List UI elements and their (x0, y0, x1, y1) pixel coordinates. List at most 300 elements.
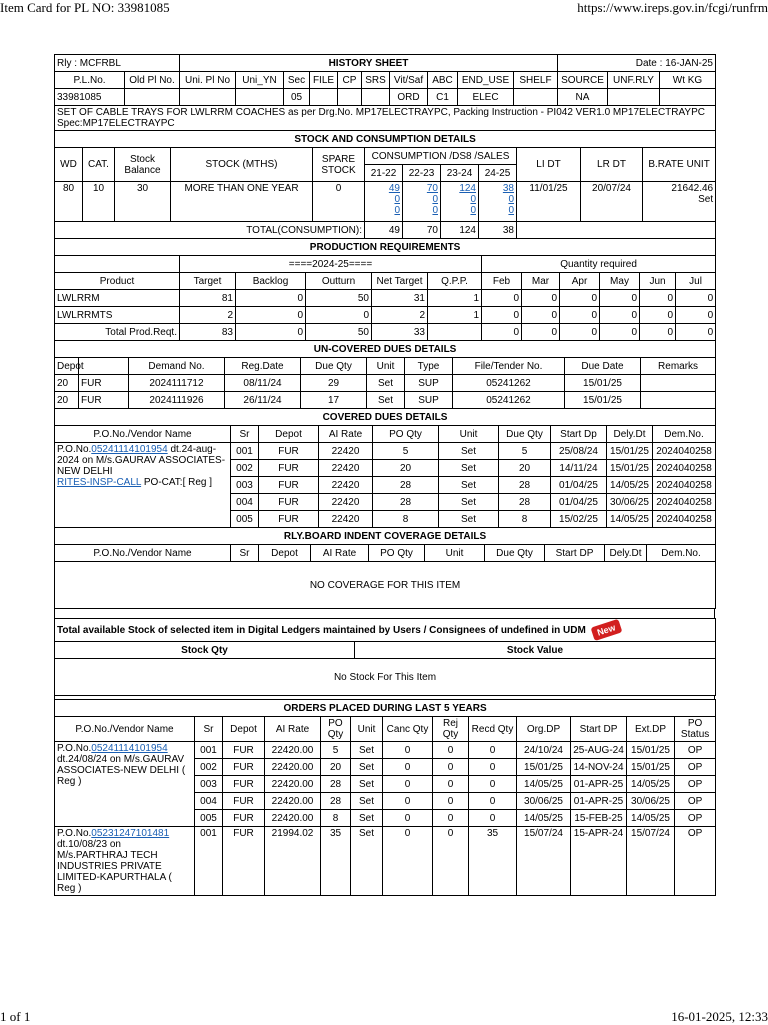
udm-stock-value: Stock Value (355, 642, 716, 659)
table-cell: 5 (499, 443, 551, 460)
table-cell: 0 (383, 759, 433, 776)
total-21-22: 49 (365, 222, 403, 239)
column-header: Backlog (236, 273, 306, 290)
column-header: Vit/Saf (390, 72, 428, 89)
covered-header-row (55, 426, 716, 443)
column-header: Jun (640, 273, 676, 290)
cons-link[interactable]: 0 (470, 205, 476, 216)
cons-link[interactable]: 38 (502, 183, 514, 194)
cons-link[interactable]: 0 (394, 194, 400, 205)
column-header: Due Qty (301, 358, 367, 375)
prod-qty-required: Quantity required (482, 256, 716, 273)
table-cell: 001 (195, 827, 223, 896)
table-cell: 15/01/25 (565, 375, 641, 392)
table-cell: 0 (469, 759, 517, 776)
table-cell: OP (675, 810, 716, 827)
table-cell: 0 (433, 742, 469, 759)
table-cell: 22420 (319, 443, 373, 460)
table-cell: 28 (373, 477, 439, 494)
table-cell: 0 (469, 810, 517, 827)
history-value (125, 89, 180, 106)
table-cell: 5 (321, 742, 351, 759)
table-cell: 28 (321, 776, 351, 793)
table-cell: 15/01/25 (607, 460, 653, 477)
covered-title: COVERED DUES DETAILS (55, 409, 716, 426)
col-stock-mths: STOCK (MTHS) (171, 148, 313, 182)
table-cell: 001 (195, 742, 223, 759)
table-cell: 22420 (319, 460, 373, 477)
column-header: Sr (195, 717, 223, 742)
cons-link[interactable]: 124 (459, 183, 476, 194)
history-value: ELEC (458, 89, 514, 106)
table-cell: 20 (321, 759, 351, 776)
cons-link[interactable]: 0 (508, 205, 514, 216)
new-badge-icon: New (590, 619, 621, 641)
table-cell: 01/04/25 (551, 494, 607, 511)
rites-insp-call-link[interactable]: RITES-INSP-CALL (57, 477, 142, 488)
uncovered-dues-table (54, 340, 716, 409)
table-cell: Total Prod.Reqt. (55, 324, 180, 341)
table-row (55, 742, 716, 759)
table-cell: 0 (522, 307, 560, 324)
cons-22-23 (403, 182, 441, 222)
col-brate-unit: B.RATE UNIT (643, 148, 716, 182)
table-cell: 50 (306, 324, 372, 341)
table-cell: 0 (433, 793, 469, 810)
table-cell: 29 (301, 375, 367, 392)
table-cell: 0 (560, 290, 600, 307)
table-cell: 004 (231, 494, 259, 511)
table-cell: 005 (231, 511, 259, 528)
column-header: Q.P.P. (428, 273, 482, 290)
table-cell: 22420.00 (265, 742, 321, 759)
column-header: CP (338, 72, 362, 89)
history-value (608, 89, 660, 106)
column-header: Dely.Dt (605, 545, 647, 562)
table-cell: 15/01/25 (627, 742, 675, 759)
total-22-23: 70 (403, 222, 441, 239)
po-number-link[interactable]: 05241114101954 (91, 743, 168, 754)
po-vendor-text: dt.10/08/23 on M/s.PARTHRAJ TECH INDUSTRIES PRIVATE LIMITED-KAPURTHALA ( Reg ) (57, 839, 172, 894)
table-cell: 0 (560, 307, 600, 324)
rlyboard-title: RLY.BOARD INDENT COVERAGE DETAILS (55, 528, 716, 545)
table-cell: 22420 (319, 511, 373, 528)
cat-value: 10 (83, 182, 115, 222)
table-cell: Set (367, 375, 405, 392)
table-cell: Set (367, 392, 405, 409)
column-header: Type (405, 358, 453, 375)
table-cell: 15/02/25 (551, 511, 607, 528)
table-cell: 0 (482, 307, 522, 324)
column-header: Due Qty (485, 545, 545, 562)
table-cell: 0 (383, 742, 433, 759)
table-cell: 14-NOV-24 (571, 759, 627, 776)
column-header: Sec (284, 72, 310, 89)
column-header: Remarks (641, 358, 716, 375)
col-year-21-22: 21-22 (365, 165, 403, 182)
table-cell: 1 (428, 307, 482, 324)
column-header: Due Qty (499, 426, 551, 443)
column-header: SRS (362, 72, 390, 89)
table-cell: 20 (499, 460, 551, 477)
no-coverage-message: NO COVERAGE FOR THIS ITEM (55, 562, 716, 609)
table-cell: 2024111926 (129, 392, 225, 409)
column-header: AI Rate (265, 717, 321, 742)
history-value (660, 89, 716, 106)
history-value (514, 89, 558, 106)
stock-mths-value: MORE THAN ONE YEAR (171, 182, 313, 222)
brate-unit: Set (698, 194, 714, 205)
column-header: Uni_YN (236, 72, 284, 89)
table-cell: 08/11/24 (225, 375, 301, 392)
table-cell: 8 (373, 511, 439, 528)
column-header: Feb (482, 273, 522, 290)
table-cell: 0 (469, 776, 517, 793)
col-year-22-23: 22-23 (403, 165, 441, 182)
column-header: Unit (425, 545, 485, 562)
history-value: ORD (390, 89, 428, 106)
column-header: Demand No. (129, 358, 225, 375)
table-cell: FUR (259, 494, 319, 511)
table-cell (428, 324, 482, 341)
table-cell: OP (675, 827, 716, 896)
table-cell: 14/05/25 (517, 776, 571, 793)
table-cell: 0 (306, 307, 372, 324)
table-cell: FUR (259, 443, 319, 460)
table-cell: 0 (560, 324, 600, 341)
table-cell: 14/05/25 (627, 810, 675, 827)
table-cell: 0 (469, 742, 517, 759)
orders-header-row (55, 717, 716, 742)
udm-stock-qty: Stock Qty (55, 642, 355, 659)
uncovered-body (55, 375, 716, 409)
udm-row (55, 619, 716, 642)
table-cell: 0 (433, 776, 469, 793)
cons-24-25 (479, 182, 517, 222)
column-header: Target (180, 273, 236, 290)
column-header: Depot (223, 717, 265, 742)
table-cell: 01-APR-25 (571, 793, 627, 810)
po-vendor-cell (55, 742, 195, 827)
table-cell: 0 (522, 324, 560, 341)
table-cell: 31 (372, 290, 428, 307)
cons-link[interactable]: 70 (426, 183, 438, 194)
po-vendor-cell (55, 827, 195, 896)
table-cell: 0 (676, 290, 716, 307)
column-header (79, 358, 129, 375)
covered-dues-table (54, 408, 716, 528)
table-cell: 81 (180, 290, 236, 307)
column-header: PO Qty (321, 717, 351, 742)
table-cell: 25/08/24 (551, 443, 607, 460)
table-row (55, 290, 716, 307)
col-stock-balance: Stock Balance (115, 148, 171, 182)
table-row (55, 443, 716, 460)
table-cell: 15/01/25 (607, 443, 653, 460)
brate-amount: 21642.46 (671, 183, 714, 194)
table-row (55, 375, 716, 392)
table-cell: 28 (499, 494, 551, 511)
column-header: Start DP (545, 545, 605, 562)
column-header: Recd Qty (469, 717, 517, 742)
udm-table (54, 618, 716, 696)
history-value: NA (558, 89, 608, 106)
po-number-link[interactable]: 05231247101481 (91, 828, 170, 839)
table-cell: 0 (640, 290, 676, 307)
column-header: Reg.Date (225, 358, 301, 375)
production-body (55, 290, 716, 341)
table-cell: 14/05/25 (607, 511, 653, 528)
history-value (338, 89, 362, 106)
table-cell: SUP (405, 392, 453, 409)
table-cell: 14/11/24 (551, 460, 607, 477)
column-header: Depot (259, 545, 311, 562)
column-header: Ext.DP (627, 717, 675, 742)
history-value (180, 89, 236, 106)
wd-value: 80 (55, 182, 83, 222)
table-cell: OP (675, 759, 716, 776)
column-header: P.O.No./Vendor Name (55, 426, 231, 443)
table-cell: Set (351, 810, 383, 827)
table-cell: OP (675, 776, 716, 793)
cons-link[interactable]: 0 (470, 194, 476, 205)
no-stock-message: No Stock For This Item (55, 659, 716, 696)
column-header: PO Status (675, 717, 716, 742)
table-cell: 05241262 (453, 375, 565, 392)
history-value: 05 (284, 89, 310, 106)
table-cell: FUR (259, 511, 319, 528)
column-header: File/Tender No. (453, 358, 565, 375)
table-cell: 14/05/25 (627, 776, 675, 793)
rlyboard-header-row (55, 545, 716, 562)
col-wd: WD (55, 148, 83, 182)
column-header: Outturn (306, 273, 372, 290)
table-cell: 2024040258 (653, 477, 716, 494)
table-cell: FUR (79, 375, 129, 392)
table-cell: LWLRRM (55, 290, 180, 307)
orders-table (54, 699, 716, 896)
table-cell: 003 (195, 776, 223, 793)
po-vendor-text: dt.24-aug-2024 on M/s.GAURAV ASSOCIATES-NEW DELHI (57, 444, 226, 477)
table-cell: 0 (383, 827, 433, 896)
table-cell: OP (675, 793, 716, 810)
history-title: HISTORY SHEET (180, 55, 558, 72)
table-row (55, 307, 716, 324)
cons-link[interactable]: 0 (432, 194, 438, 205)
page-count: 1 of 1 (0, 1009, 31, 1024)
col-li-dt: LI DT (517, 148, 581, 182)
sheet-date: Date : 16-JAN-25 (558, 55, 716, 72)
table-cell: 22420.00 (265, 810, 321, 827)
column-header: FILE (310, 72, 338, 89)
column-header: Canc Qty (383, 717, 433, 742)
table-cell: FUR (223, 793, 265, 810)
table-cell: 0 (433, 827, 469, 896)
table-cell: FUR (259, 460, 319, 477)
column-header: Sr (231, 545, 259, 562)
table-cell: Set (439, 477, 499, 494)
table-cell: 01-APR-25 (571, 776, 627, 793)
table-cell: 1 (428, 290, 482, 307)
column-header: Apr (560, 273, 600, 290)
table-cell: 22420 (319, 477, 373, 494)
table-cell: 8 (321, 810, 351, 827)
table-cell: 0 (433, 810, 469, 827)
table-row (55, 827, 716, 896)
table-cell: 28 (321, 793, 351, 810)
column-header: Net Target (372, 273, 428, 290)
table-cell: 20 (55, 392, 79, 409)
brate-value (643, 182, 716, 222)
table-cell: FUR (223, 742, 265, 759)
table-cell: 0 (640, 324, 676, 341)
cons-link[interactable]: 0 (508, 194, 514, 205)
table-cell: Set (351, 759, 383, 776)
table-cell: 15-FEB-25 (571, 810, 627, 827)
table-cell: FUR (259, 477, 319, 494)
column-header: END_USE (458, 72, 514, 89)
table-cell: 15/01/25 (627, 759, 675, 776)
table-cell: FUR (79, 392, 129, 409)
po-vendor-cell (55, 443, 231, 528)
column-header: May (600, 273, 640, 290)
table-cell: 002 (231, 460, 259, 477)
table-cell: OP (675, 742, 716, 759)
lr-dt-value: 20/07/24 (581, 182, 643, 222)
li-dt-value: 11/01/25 (517, 182, 581, 222)
prod-blank (55, 256, 180, 273)
table-cell: 17 (301, 392, 367, 409)
table-cell: 8 (499, 511, 551, 528)
table-cell: 0 (469, 793, 517, 810)
table-cell: 001 (231, 443, 259, 460)
po-prefix: P.O.No. (57, 444, 92, 455)
table-cell: 35 (321, 827, 351, 896)
item-description: SET OF CABLE TRAYS FOR LWLRRM COACHES as per Drg.No. MP17ELECTRAYPC, Packing Instruction - PI042 VER1.0 MP17ELECTRAYPC Spec:MP17ELECTRAYPC (55, 106, 716, 131)
table-cell: 0 (236, 324, 306, 341)
table-cell: 0 (482, 324, 522, 341)
cons-link[interactable]: 49 (388, 183, 400, 194)
column-header: Dely.Dt (607, 426, 653, 443)
table-cell: FUR (223, 827, 265, 896)
table-cell: 25-AUG-24 (571, 742, 627, 759)
table-cell: 15/07/24 (627, 827, 675, 896)
column-header: Jul (676, 273, 716, 290)
table-cell: 26/11/24 (225, 392, 301, 409)
table-cell: 20 (373, 460, 439, 477)
table-cell: 0 (383, 793, 433, 810)
column-header: Unit (367, 358, 405, 375)
column-header: P.O.No./Vendor Name (55, 717, 195, 742)
udm-title: Total available Stock of selected item in Digital Ledgers maintained by Users / Consignees of undefined in UDM (57, 625, 586, 636)
stock-table (54, 130, 716, 239)
column-header: P.L.No. (55, 72, 125, 89)
column-header: Wt KG (660, 72, 716, 89)
total-consumption-label: TOTAL(CONSUMPTION): (55, 222, 365, 239)
table-cell: 01/04/25 (551, 477, 607, 494)
table-cell: 35 (469, 827, 517, 896)
table-cell: Set (439, 494, 499, 511)
po-number-link[interactable]: 05241114101954 (91, 444, 168, 455)
balance-value: 30 (115, 182, 171, 222)
table-cell: 0 (640, 307, 676, 324)
table-cell: 15/07/24 (517, 827, 571, 896)
table-cell: 0 (600, 290, 640, 307)
table-cell: 0 (600, 324, 640, 341)
column-header: Old Pl No. (125, 72, 180, 89)
uncovered-header-row (55, 358, 716, 375)
total-blank (517, 222, 716, 239)
table-cell: 0 (383, 810, 433, 827)
column-header: Product (55, 273, 180, 290)
column-header: SHELF (514, 72, 558, 89)
table-cell: 30/06/25 (517, 793, 571, 810)
column-header: Start DP (571, 717, 627, 742)
table-cell: 05241262 (453, 392, 565, 409)
table-cell: 15-APR-24 (571, 827, 627, 896)
table-cell: 2024040258 (653, 494, 716, 511)
table-cell: 0 (236, 290, 306, 307)
table-cell: 0 (676, 307, 716, 324)
column-header: Depot (259, 426, 319, 443)
cons-link[interactable]: 0 (432, 205, 438, 216)
table-cell: 28 (499, 477, 551, 494)
column-header: PO Qty (373, 426, 439, 443)
column-header: Depot (55, 358, 79, 375)
item-card-sheet (54, 54, 715, 896)
browser-url: https://www.ireps.gov.in/fcgi/runfrm (577, 0, 768, 15)
table-cell: Set (439, 460, 499, 477)
production-table (54, 238, 716, 341)
table-cell: 005 (195, 810, 223, 827)
cons-23-24 (441, 182, 479, 222)
table-cell: 33 (372, 324, 428, 341)
stock-title: STOCK AND CONSUMPTION DETAILS (55, 131, 716, 148)
col-cat: CAT. (83, 148, 115, 182)
table-cell: 22420 (319, 494, 373, 511)
cons-link[interactable]: 0 (394, 205, 400, 216)
orders-title: ORDERS PLACED DURING LAST 5 YEARS (55, 700, 716, 717)
table-cell: 22420.00 (265, 776, 321, 793)
col-lr-dt: LR DT (581, 148, 643, 182)
table-cell: 2 (372, 307, 428, 324)
spare-value: 0 (313, 182, 365, 222)
table-cell: FUR (223, 776, 265, 793)
col-year-23-24: 23-24 (441, 165, 479, 182)
po-prefix: P.O.No. (57, 743, 92, 754)
table-cell: 0 (482, 290, 522, 307)
spacer (54, 608, 715, 618)
column-header: Unit (439, 426, 499, 443)
table-cell: Set (351, 827, 383, 896)
history-value-row (55, 89, 716, 106)
browser-title: Item Card for PL NO: 33981085 (0, 0, 170, 15)
po-category: PO-CAT:[ Reg ] (143, 477, 213, 488)
table-cell: 22420.00 (265, 793, 321, 810)
col-year-24-25: 24-25 (479, 165, 517, 182)
print-timestamp: 16-01-2025, 12:33 (671, 1009, 768, 1024)
table-cell: 0 (383, 776, 433, 793)
table-cell: 50 (306, 290, 372, 307)
table-cell: 2024040258 (653, 443, 716, 460)
column-header: Org.DP (517, 717, 571, 742)
table-cell: 2024040258 (653, 460, 716, 477)
table-cell: Set (351, 793, 383, 810)
column-header: Start Dp (551, 426, 607, 443)
po-vendor-text: dt.24/08/24 on M/s.GAURAV ASSOCIATES-NEW DELHI ( Reg ) (57, 754, 186, 787)
rlyboard-table (54, 527, 716, 609)
table-cell: Set (351, 742, 383, 759)
